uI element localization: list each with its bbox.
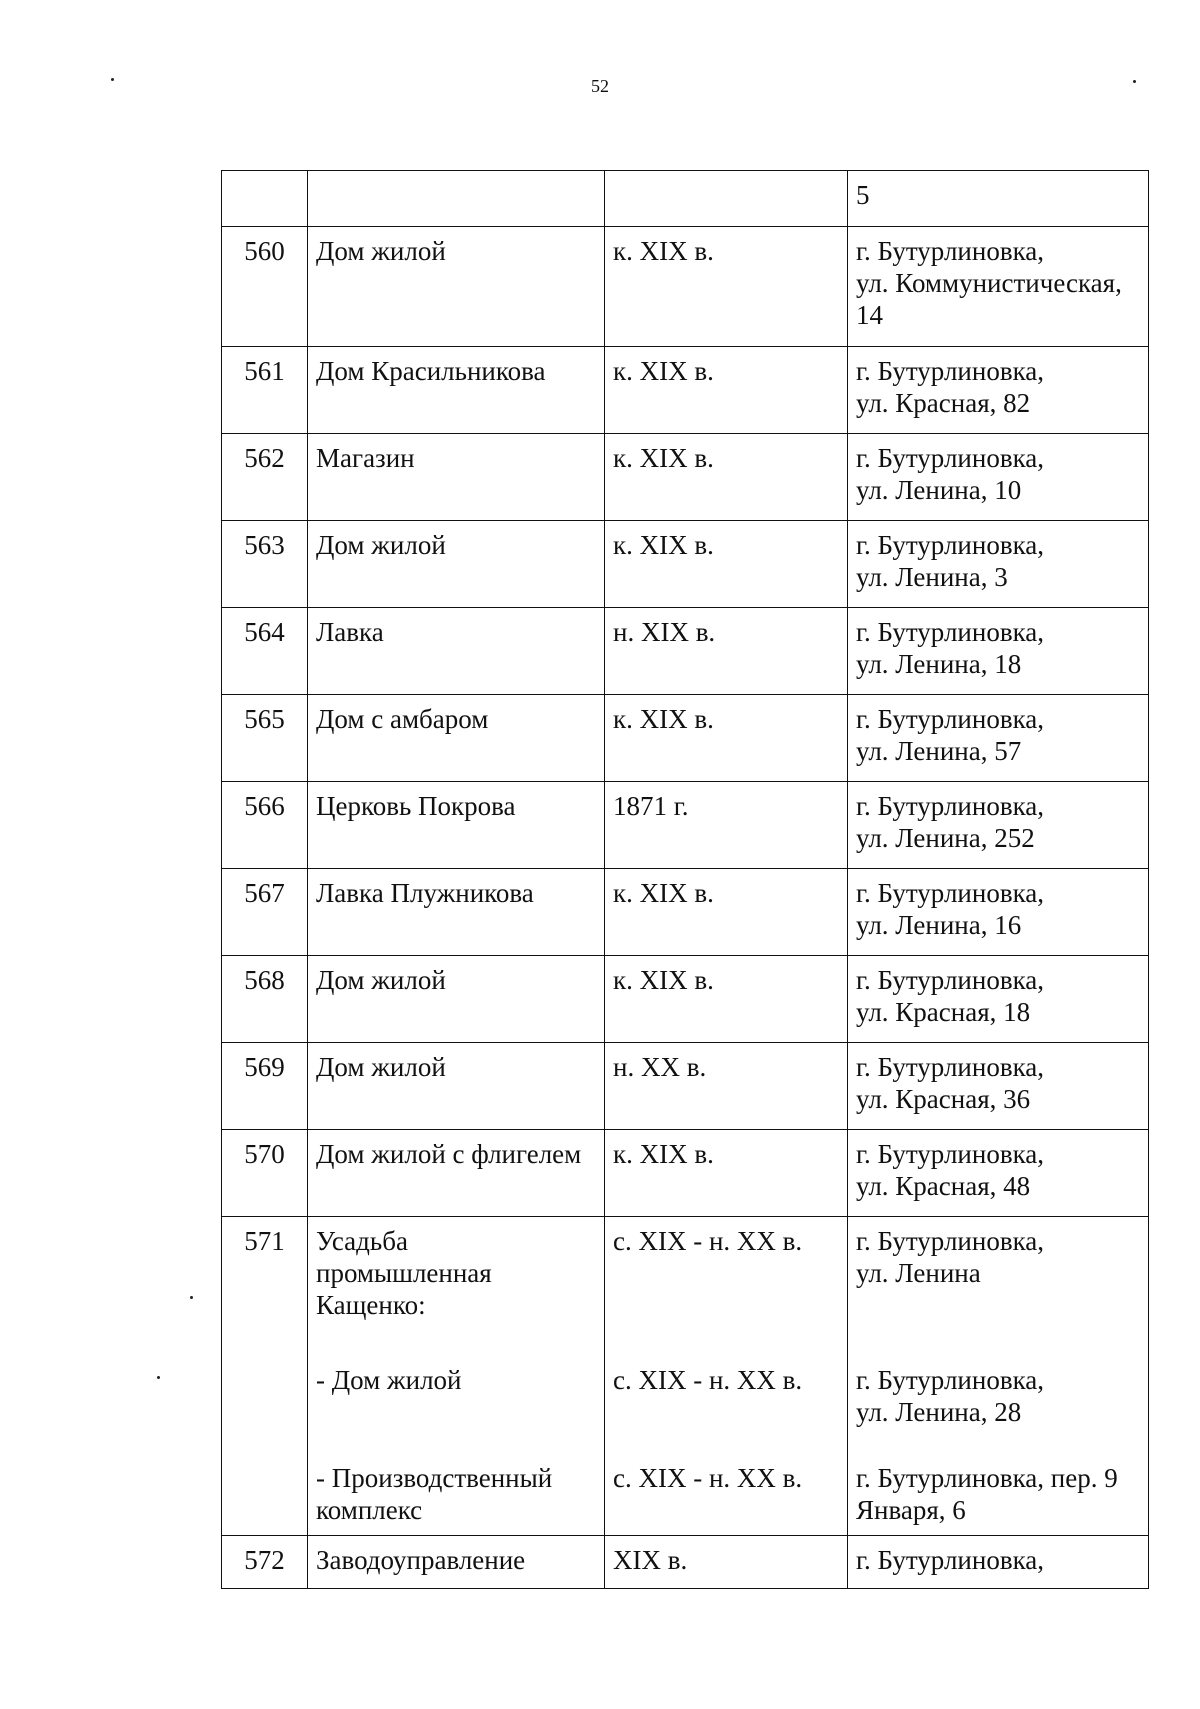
table-header-row (222, 171, 1149, 227)
object-address: г. Бутурлиновка, пер. 9 Января, 6 (848, 1444, 1149, 1536)
object-address: г. Бутурлиновка, ул. Ленина, 16 (848, 869, 1149, 956)
row-number: 570 (222, 1130, 308, 1217)
row-number: 563 (222, 521, 308, 608)
object-date: к. XIX в. (605, 869, 848, 956)
row-number: 571 (222, 1217, 308, 1536)
table-subrow (222, 1444, 1149, 1536)
object-address: г. Бутурлиновка, ул. Ленина, 57 (848, 695, 1149, 782)
table-row (222, 1130, 1149, 1217)
object-date: н. XX в. (605, 1043, 848, 1130)
table-row-572 (222, 1536, 1149, 1589)
object-name: Лавка Плужникова (308, 869, 605, 956)
row-number: 565 (222, 695, 308, 782)
row-number: 561 (222, 347, 308, 434)
row-number: 567 (222, 869, 308, 956)
object-address: г. Бутурлиновка, ул. Ленина, 10 (848, 434, 1149, 521)
monuments-table (221, 170, 1149, 1589)
object-date: н. XIX в. (605, 608, 848, 695)
object-address: г. Бутурлиновка, ул. Ленина, 18 (848, 608, 1149, 695)
page-number: 52 (591, 76, 609, 96)
object-address: г. Бутурлиновка, (848, 1536, 1149, 1589)
object-address: г. Бутурлиновка, ул. Красная, 18 (848, 956, 1149, 1043)
scan-speck (157, 1376, 160, 1379)
object-date: к. XIX в. (605, 1130, 848, 1217)
scan-speck (1133, 80, 1136, 83)
table-row (222, 521, 1149, 608)
object-name: Церковь Покрова (308, 782, 605, 869)
object-name: Дом жилой (308, 1043, 605, 1130)
table-row (222, 695, 1149, 782)
object-address: г. Бутурлиновка, ул. Ленина, 3 (848, 521, 1149, 608)
row-number: 568 (222, 956, 308, 1043)
object-address: г. Бутурлиновка, ул. Красная, 82 (848, 347, 1149, 434)
object-date: к. XIX в. (605, 227, 848, 347)
header-cell-1 (222, 171, 308, 227)
object-name: Лавка (308, 608, 605, 695)
row-number: 569 (222, 1043, 308, 1130)
object-date: с. XIX - н. XX в. (605, 1217, 848, 1346)
object-name: - Производственный комплекс (308, 1444, 605, 1536)
header-cell-4: 5 (848, 171, 1149, 227)
object-date: XIX в. (605, 1536, 848, 1589)
table-row (222, 1043, 1149, 1130)
table-row (222, 608, 1149, 695)
table-row (222, 869, 1149, 956)
object-date: к. XIX в. (605, 347, 848, 434)
object-date: к. XIX в. (605, 434, 848, 521)
row-number: 572 (222, 1536, 308, 1589)
object-date: с. XIX - н. XX в. (605, 1346, 848, 1444)
table-row (222, 782, 1149, 869)
table-row (222, 434, 1149, 521)
object-name: - Дом жилой (308, 1346, 605, 1444)
object-date: к. XIX в. (605, 695, 848, 782)
object-name: Усадьба промышленная Кащенко: (308, 1217, 605, 1346)
scan-speck (190, 1296, 193, 1299)
object-address: г. Бутурлиновка, ул. Ленина, 252 (848, 782, 1149, 869)
scan-speck (111, 78, 114, 81)
object-name: Дом жилой (308, 521, 605, 608)
object-date: к. XIX в. (605, 521, 848, 608)
table-row (222, 956, 1149, 1043)
table-row (222, 347, 1149, 434)
object-date: к. XIX в. (605, 956, 848, 1043)
object-name: Дом Красильникова (308, 347, 605, 434)
object-address: г. Бутурлиновка, ул. Красная, 36 (848, 1043, 1149, 1130)
object-name: Магазин (308, 434, 605, 521)
table-subrow (222, 1346, 1149, 1444)
row-number: 562 (222, 434, 308, 521)
object-name: Дом с амбаром (308, 695, 605, 782)
row-number: 560 (222, 227, 308, 347)
table-row-571 (222, 1217, 1149, 1346)
object-date: с. XIX - н. XX в. (605, 1444, 848, 1536)
object-date: 1871 г. (605, 782, 848, 869)
object-address: г. Бутурлиновка, ул. Коммунистическая, 14 (848, 227, 1149, 347)
header-cell-2 (308, 171, 605, 227)
object-address: г. Бутурлиновка, ул. Ленина, 28 (848, 1346, 1149, 1444)
object-address: г. Бутурлиновка, ул. Красная, 48 (848, 1130, 1149, 1217)
object-name: Дом жилой с флигелем (308, 1130, 605, 1217)
header-cell-3 (605, 171, 848, 227)
table-row (222, 227, 1149, 347)
object-name: Дом жилой (308, 956, 605, 1043)
object-name: Дом жилой (308, 227, 605, 347)
object-address: г. Бутурлиновка, ул. Ленина (848, 1217, 1149, 1346)
row-number: 564 (222, 608, 308, 695)
row-number: 566 (222, 782, 308, 869)
object-name: Заводоуправление (308, 1536, 605, 1589)
